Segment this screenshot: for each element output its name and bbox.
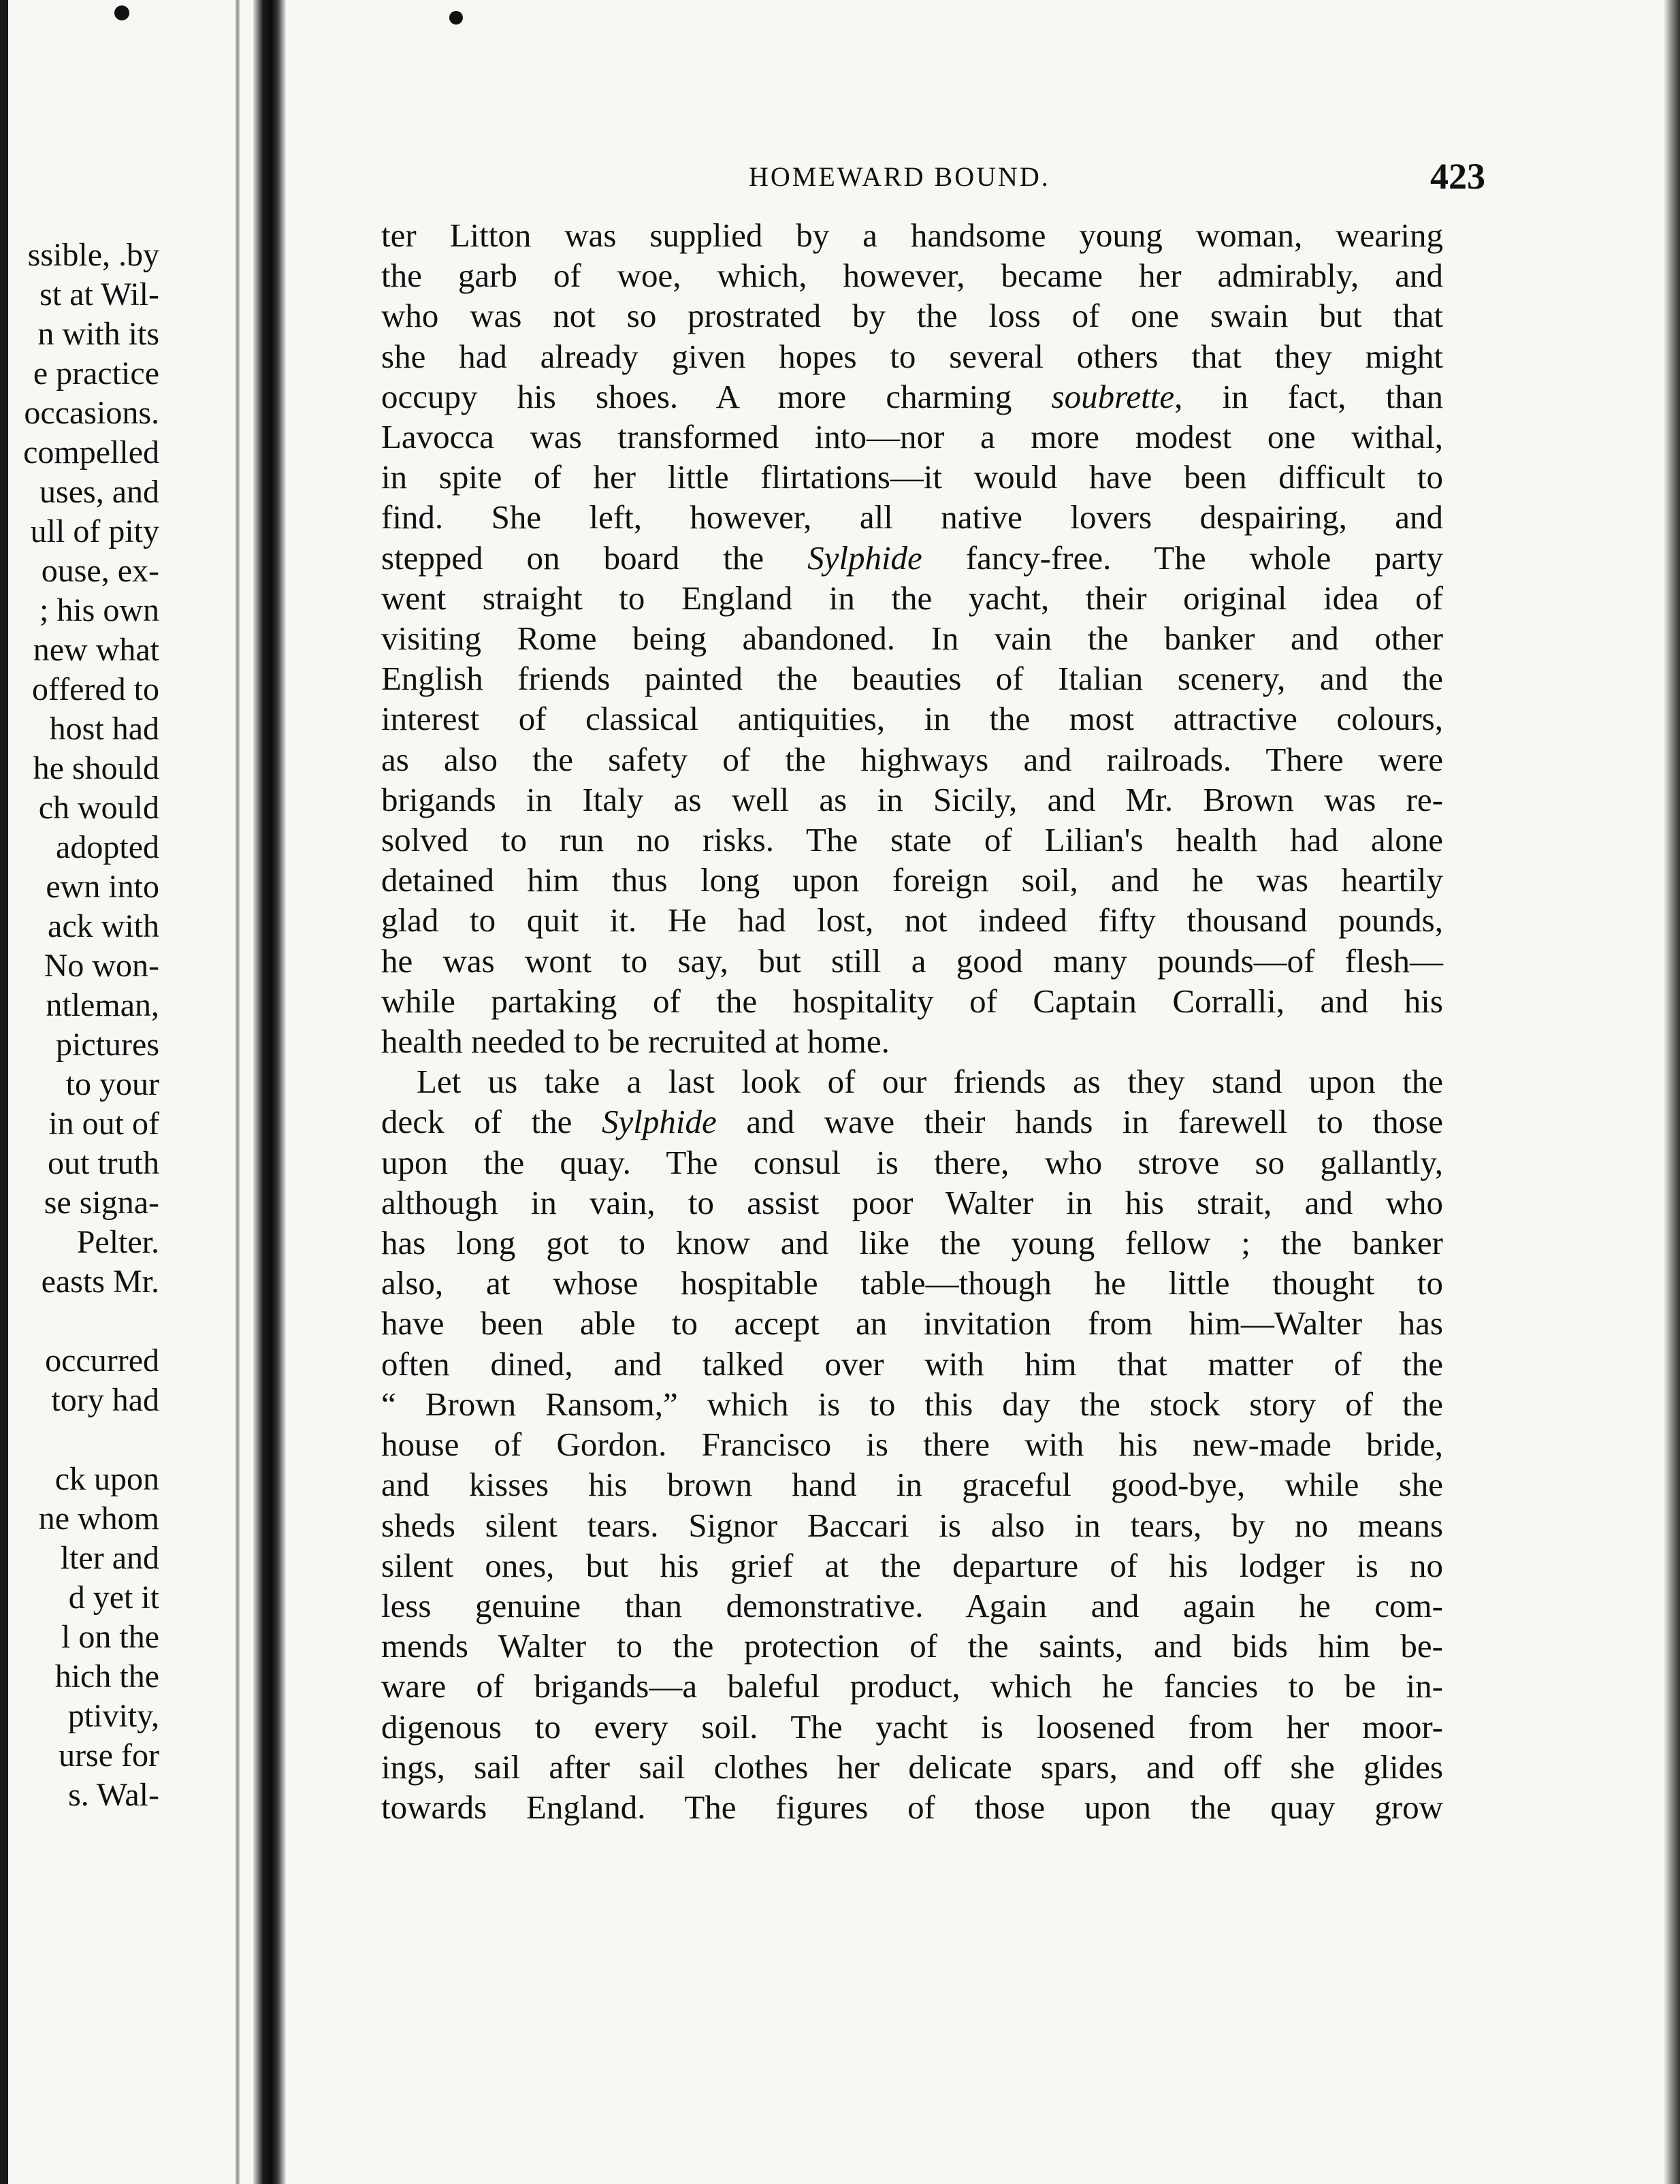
previous-page-fragment: in out of bbox=[48, 1106, 159, 1142]
italic-word: soubrette bbox=[1051, 377, 1175, 415]
text-line: digenous to every soil. The yacht is loosened from her moor- bbox=[381, 1707, 1443, 1746]
previous-page-fragment: ssible, .by bbox=[27, 237, 159, 273]
previous-page-fragment: tory had bbox=[51, 1382, 159, 1418]
text-line: although in vain, to assist poor Walter in his strait, and who bbox=[381, 1183, 1443, 1221]
text-line: towards England. The figures of those upon the quay grow bbox=[381, 1788, 1443, 1826]
text-line: solved to run no risks. The state of Lilian's health had alone bbox=[381, 821, 1443, 859]
previous-page-fragment: occasions. bbox=[24, 395, 159, 431]
ink-spot bbox=[114, 5, 129, 20]
previous-page-fragment: st at Wil- bbox=[39, 276, 159, 312]
previous-page-column bbox=[0, 236, 225, 2074]
previous-page-fragment: ; his own bbox=[39, 592, 159, 628]
text-line: she had already given hopes to several others that they might bbox=[381, 337, 1443, 375]
text-line: has long got to know and like the young fellow ; the banker bbox=[381, 1224, 1443, 1262]
previous-page-fragment: host had bbox=[49, 711, 159, 747]
text-line bbox=[381, 538, 1443, 578]
text-line: ter Litton was supplied by a handsome young woman, wearing bbox=[381, 216, 1443, 254]
previous-page-fragment: adopted bbox=[56, 829, 159, 865]
text-line: “ Brown Ransom,” which is to this day the stock story of the bbox=[381, 1385, 1443, 1423]
previous-page-fragment: No won- bbox=[44, 948, 159, 984]
text-run: occupy his shoes. A more charming bbox=[381, 377, 1012, 415]
previous-page-fragment: pictures bbox=[56, 1027, 159, 1063]
previous-page-fragment: ull of pity bbox=[30, 513, 159, 549]
text-run: fancy-free. The whole party bbox=[965, 539, 1444, 577]
text-line: often dined, and talked over with him that matter of the bbox=[381, 1345, 1443, 1383]
text-line: sheds silent tears. Signor Baccari is also in tears, by no means bbox=[381, 1506, 1443, 1544]
previous-page-fragment: ewn into bbox=[46, 869, 159, 905]
paragraph-1 bbox=[381, 215, 1443, 1061]
text-line: as also the safety of the highways and railroads. There were bbox=[381, 740, 1443, 778]
text-line: Let us take a last look of our friends as they stand upon the bbox=[417, 1063, 1443, 1101]
italic-word: Sylphide bbox=[602, 1103, 717, 1141]
running-head bbox=[381, 156, 1485, 208]
text-line: house of Gordon. Francisco is there with his new-made bride, bbox=[381, 1426, 1443, 1464]
previous-page-fragment: d yet it bbox=[68, 1579, 159, 1616]
previous-page-fragment: new what bbox=[33, 632, 159, 668]
italic-word: Sylphide bbox=[807, 539, 922, 577]
previous-page-fragment: offered to bbox=[31, 671, 159, 707]
text-run: and wave their hands in farewell to those bbox=[746, 1103, 1443, 1141]
right-page-edge bbox=[1664, 0, 1680, 2184]
text-line: visiting Rome being abandoned. In vain the banker and other bbox=[381, 620, 1443, 658]
text-line: English friends painted the beauties of Italian scenery, and the bbox=[381, 660, 1443, 698]
text-line: interest of classical antiquities, in the most attractive colours, bbox=[381, 700, 1443, 738]
ink-spot bbox=[449, 11, 463, 25]
text-line: went straight to England in the yacht, their original idea of bbox=[381, 579, 1443, 617]
page-number: 423 bbox=[1430, 156, 1485, 197]
text-line: also, at whose hospitable table—though he little thought to bbox=[381, 1264, 1443, 1302]
text-line: glad to quit it. He had lost, not indeed fifty thousand pounds, bbox=[381, 901, 1443, 940]
previous-page-fragment: uses, and bbox=[39, 474, 159, 510]
previous-page-fragment: ne whom bbox=[38, 1500, 159, 1537]
previous-page-fragment: out truth bbox=[48, 1145, 159, 1181]
text-line: silent ones, but his grief at the departure of his lodger is no bbox=[381, 1546, 1443, 1584]
text-line: in spite of her little flirtations—it would have been difficult to bbox=[381, 458, 1443, 496]
text-line: Lavocca was transformed into—nor a more modest one withal, bbox=[381, 418, 1443, 456]
text-line: upon the quay. The consul is there, who strove so gallantly, bbox=[381, 1143, 1443, 1181]
previous-page-fragment: he should bbox=[33, 750, 159, 786]
text-line: ware of brigands—a baleful product, which he fancies to be in- bbox=[381, 1667, 1443, 1705]
text-run: , in fact, than bbox=[1174, 377, 1443, 415]
text-line: mends Walter to the protection of the saints, and bids him be- bbox=[381, 1627, 1443, 1665]
text-line bbox=[381, 1102, 1443, 1142]
text-line: ings, sail after sail clothes her delicate spars, and off she glides bbox=[381, 1748, 1443, 1786]
text-line: health needed to be recruited at home. bbox=[381, 1023, 890, 1061]
page-423 bbox=[381, 156, 1485, 1827]
text-line: the garb of woe, which, however, became her admirably, and bbox=[381, 257, 1443, 295]
previous-page-fragment: e practice bbox=[33, 355, 159, 391]
text-line: and kisses his brown hand in graceful good-bye, while she bbox=[381, 1466, 1443, 1504]
previous-page-fragment: ch would bbox=[38, 790, 159, 826]
text-run: stepped on board the bbox=[381, 539, 764, 577]
text-run: deck of the bbox=[381, 1103, 572, 1141]
previous-page-fragment: ptivity, bbox=[67, 1698, 159, 1734]
text-line: detained him thus long upon foreign soil, and he was heartily bbox=[381, 861, 1443, 899]
text-line: he was wont to say, but still a good many pounds—of flesh— bbox=[381, 942, 1443, 980]
text-line: find. She left, however, all native lovers despairing, and bbox=[381, 498, 1443, 536]
previous-page-fragment: easts Mr. bbox=[41, 1264, 159, 1300]
previous-page-fragment: se signa- bbox=[44, 1185, 159, 1221]
previous-page-fragment: urse for bbox=[59, 1737, 159, 1773]
paragraph-2 bbox=[381, 1061, 1443, 1827]
previous-page-fragment: ouse, ex- bbox=[41, 553, 159, 589]
text-line: brigands in Italy as well as in Sicily, and Mr. Brown was re- bbox=[381, 780, 1443, 818]
previous-page-fragment: compelled bbox=[23, 434, 159, 470]
previous-page-fragment: ack with bbox=[48, 908, 159, 944]
book-gutter-shadow bbox=[253, 0, 286, 2184]
previous-page-fragment: ntleman, bbox=[46, 987, 159, 1023]
running-title: HOMEWARD BOUND. bbox=[749, 161, 1050, 192]
previous-page-fragment: hich the bbox=[54, 1658, 159, 1695]
previous-page-fragment: Pelter. bbox=[76, 1224, 159, 1260]
text-line: less genuine than demonstrative. Again and again he com- bbox=[381, 1586, 1443, 1624]
text-line: who was not so prostrated by the loss of one swain but that bbox=[381, 297, 1443, 335]
previous-page-fragment: lter and bbox=[60, 1540, 159, 1576]
previous-page-fragment: l on the bbox=[61, 1619, 159, 1655]
previous-page-fragment: ck upon bbox=[54, 1461, 159, 1497]
previous-page-fragment: s. Wal- bbox=[68, 1777, 159, 1813]
previous-page-fragment: to your bbox=[65, 1066, 159, 1102]
text-line: have been able to accept an invitation from him—Walter has bbox=[381, 1304, 1443, 1343]
binding-line bbox=[235, 0, 240, 2184]
previous-page-fragment: n with its bbox=[37, 316, 159, 352]
previous-page-fragment: occurred bbox=[45, 1343, 159, 1379]
text-line bbox=[381, 376, 1443, 417]
page-body bbox=[381, 215, 1464, 1827]
text-line: while partaking of the hospitality of Captain Corralli, and his bbox=[381, 982, 1443, 1020]
